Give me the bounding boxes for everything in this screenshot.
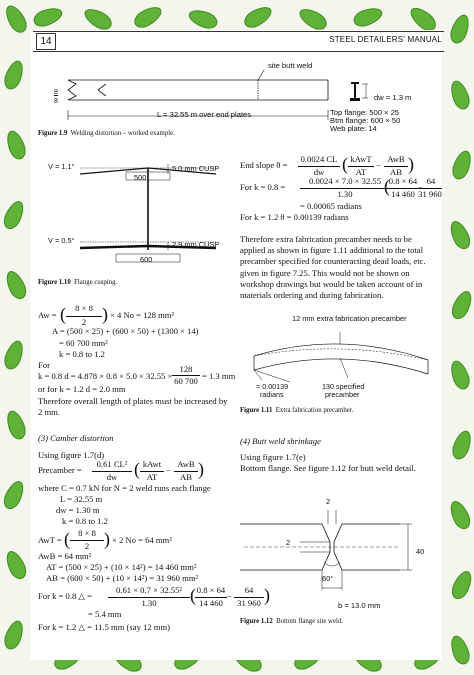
caption-number: Figure 1.12	[240, 618, 273, 625]
l-line: L = 32.55 m	[60, 494, 103, 504]
caption-number: Figure 1.9	[38, 130, 68, 137]
butt-using: Using figure 1.7(e)	[240, 452, 306, 462]
fk-lhs: For k = 0.8 △ =	[38, 591, 93, 601]
caption-text: Bottom flange site weld.	[276, 618, 343, 625]
d-line2: or for k = 1.2 d = 2.0 mm	[38, 384, 126, 394]
page-header	[33, 31, 444, 52]
rk-b2-num: 64	[426, 176, 436, 186]
paren-close: )	[264, 585, 270, 605]
pc-denominator: dw	[92, 471, 132, 483]
rk-denominator: 1.30	[300, 188, 390, 200]
top-width-label: 500	[134, 173, 147, 182]
at-line: AT = (500 × 25) + (10 × 14²) = 14 460 mm²	[46, 562, 197, 572]
angle-label-2: radians	[260, 390, 284, 399]
fig19-frac-top: 8	[54, 89, 58, 96]
for-label: For	[38, 360, 50, 370]
pc-b1-den: AT	[140, 471, 164, 483]
slope-b2-num: AwB	[387, 154, 405, 164]
fk-denominator: 1.30	[108, 597, 190, 609]
ab-line: AB = (600 × 50) + (10 × 14²) = 31 960 mm²	[46, 573, 199, 583]
pc-b2-den: AB	[174, 471, 198, 483]
paren-open: (	[64, 529, 70, 549]
angle-label: = 0.00139	[256, 382, 289, 391]
minus-sign: −	[376, 160, 381, 170]
d-result: = 1.3 mm	[202, 371, 236, 381]
precamber-paragraph: Therefore extra fabrication precamber needs to be applied as shown in figure 1.11 additional to the total precamber specified for counteracting dead loads, etc. given in figure 7.25. This would not be shown on workshop drawings but would be taken account of in materials ordering and during fabrication.	[240, 234, 426, 301]
aw-numerator: 8 × 8	[75, 303, 93, 313]
where-line: where C = 0.7 kN for N = 2 weld runs each flange	[38, 483, 211, 493]
a-line: A = (500 × 25) + (600 × 50) + (1300 × 14)	[52, 326, 199, 336]
pc-numerator: 0.61 CL²	[96, 459, 128, 469]
r1-line: = 0.00065 radians	[300, 201, 362, 211]
caption-number: Figure 1.11	[240, 407, 273, 414]
fig19-dw-label: dw = 1.3 m	[374, 93, 412, 102]
fig19-top-flange: Top flange: 500 × 25	[330, 108, 400, 117]
paren-open: (	[342, 154, 348, 174]
k-line: k = 0.8 to 1.2	[62, 516, 108, 526]
fig19-frac-bot: 8	[54, 95, 58, 107]
v-bot-label: V = 0.5°	[48, 236, 75, 245]
caption-number: Figure 1.10	[38, 279, 71, 286]
pc-b1-num: kAwt	[142, 459, 162, 469]
minus-sign: −	[227, 591, 232, 601]
paren-close: )	[102, 304, 108, 324]
paren-close: )	[408, 154, 414, 174]
awt-lhs: AwT =	[38, 535, 62, 545]
fk-result: = 5.4 mm	[88, 609, 122, 619]
r2-line: For k = 1.2 θ = 0.00139 radians	[240, 212, 349, 222]
rk-b1-num: 0.8 × 64	[388, 176, 418, 186]
specified-label-2: precamber	[325, 390, 360, 399]
a-result: = 60 700 mm²	[59, 338, 108, 348]
angle-60: 60°	[322, 574, 334, 583]
awt-denominator: 2	[70, 540, 104, 552]
awb-line: AwB = 64 mm²	[38, 551, 92, 561]
paren-open: (	[190, 585, 196, 605]
slope-b2-den: AB	[384, 166, 408, 178]
rk-b1-den: 14 460	[388, 188, 418, 200]
dw-line: dw = 1.30 m	[56, 505, 100, 515]
fk-b1-den: 14 460	[195, 597, 227, 609]
figure-1-12-drawing	[240, 490, 440, 600]
minus-sign: −	[418, 182, 423, 192]
butt-heading: (4) Butt weld shrinkage	[240, 436, 321, 446]
k-range: k = 0.8 to 1.2	[59, 349, 105, 359]
minus-sign: −	[166, 465, 171, 475]
b-dimension: b = 13.0 mm	[338, 601, 381, 610]
page-number: 14	[36, 33, 56, 50]
specified-label: 130 specified	[322, 382, 365, 391]
pc-b2-num: AwB	[177, 459, 195, 469]
v-top-label: V = 1.1°	[48, 162, 75, 171]
paren-close: )	[104, 529, 110, 549]
fk-b1-num: 0.8 × 64	[196, 585, 226, 595]
fk-b2-den: 31 960	[234, 597, 264, 609]
slope-lhs: End slope θ =	[240, 160, 288, 170]
fig19-btm-flange: Btm flange: 600 × 50	[330, 116, 401, 125]
awt-rest: × 2 No = 64 mm²	[112, 535, 172, 545]
figure-1-9-caption	[38, 130, 175, 137]
rk-numerator: 0.0024 × 7.0 × 32.55	[309, 176, 381, 186]
camber-heading: (3) Camber distortion	[38, 433, 114, 443]
d-numerator: 128	[179, 364, 193, 374]
paren-open: (	[384, 176, 390, 196]
figure-1-10-caption	[38, 279, 117, 286]
slope-b1-den: AT	[348, 166, 374, 178]
dim-top: 2	[326, 497, 331, 506]
fig19-length-label: L = 32.55 m over end plates	[157, 110, 252, 119]
conclusion-text: Therefore overall length of plates must be increased by 2 mm.	[38, 396, 228, 418]
aw-rest: × 4 No = 128 mm²	[110, 310, 175, 320]
dim-right: 40	[416, 547, 425, 556]
fig19-web-plate: Web plate: 14	[330, 124, 377, 133]
paren-open: (	[134, 459, 140, 479]
aw-denominator: 2	[66, 316, 102, 328]
awt-numerator: 8 × 8	[78, 528, 96, 538]
rk-lhs: For k = 0.8 =	[240, 182, 286, 192]
slope-numerator: 0.0024 CL	[300, 154, 338, 164]
fk-b2-num: 64	[244, 585, 254, 595]
d-line: k = 0.8 d = 4.878 × 0.8 × 5.0 × 32.55 ×	[38, 371, 173, 381]
dim-left: 2	[286, 538, 291, 547]
caption-text: Extra fabrication precamber.	[275, 407, 354, 414]
precamber-lhs: Precamber =	[38, 465, 82, 475]
fk-numerator: 0.61 × 0.7 × 32.55²	[116, 585, 182, 595]
cusp-bot-label: 2.9 mm CUSP	[172, 240, 220, 249]
figure-1-12-caption	[240, 618, 343, 625]
slope-b1-num: kAwT	[350, 154, 372, 164]
caption-text: Welding distortion – worked example.	[70, 130, 175, 137]
camber-using: Using figure 1.7(d)	[38, 450, 105, 460]
aw-lhs: Aw =	[38, 310, 57, 320]
paren-open: (	[60, 304, 66, 324]
d-denominator: 60 700	[172, 375, 200, 387]
bot-width-label: 600	[140, 255, 153, 264]
slope-denominator: dw	[298, 166, 340, 178]
figure-1-11-caption	[240, 407, 353, 414]
running-title: STEEL DETAILERS' MANUAL	[329, 35, 442, 44]
caption-text: Flange cusping.	[74, 279, 118, 286]
butt-line2: Bottom flange. See figure 1.12 for butt weld detail.	[240, 463, 416, 473]
precamber-top-label: 12 mm extra fabrication precamber	[292, 314, 407, 323]
fk12-line: For k = 1.2 △ = 11.5 mm (say 12 mm)	[38, 622, 170, 632]
rk-b2-den: 31 960	[418, 189, 442, 199]
paren-close: )	[198, 459, 204, 479]
site-butt-weld-label: site butt weld	[268, 61, 313, 70]
cusp-top-label: 5.0 mm CUSP	[172, 164, 220, 173]
